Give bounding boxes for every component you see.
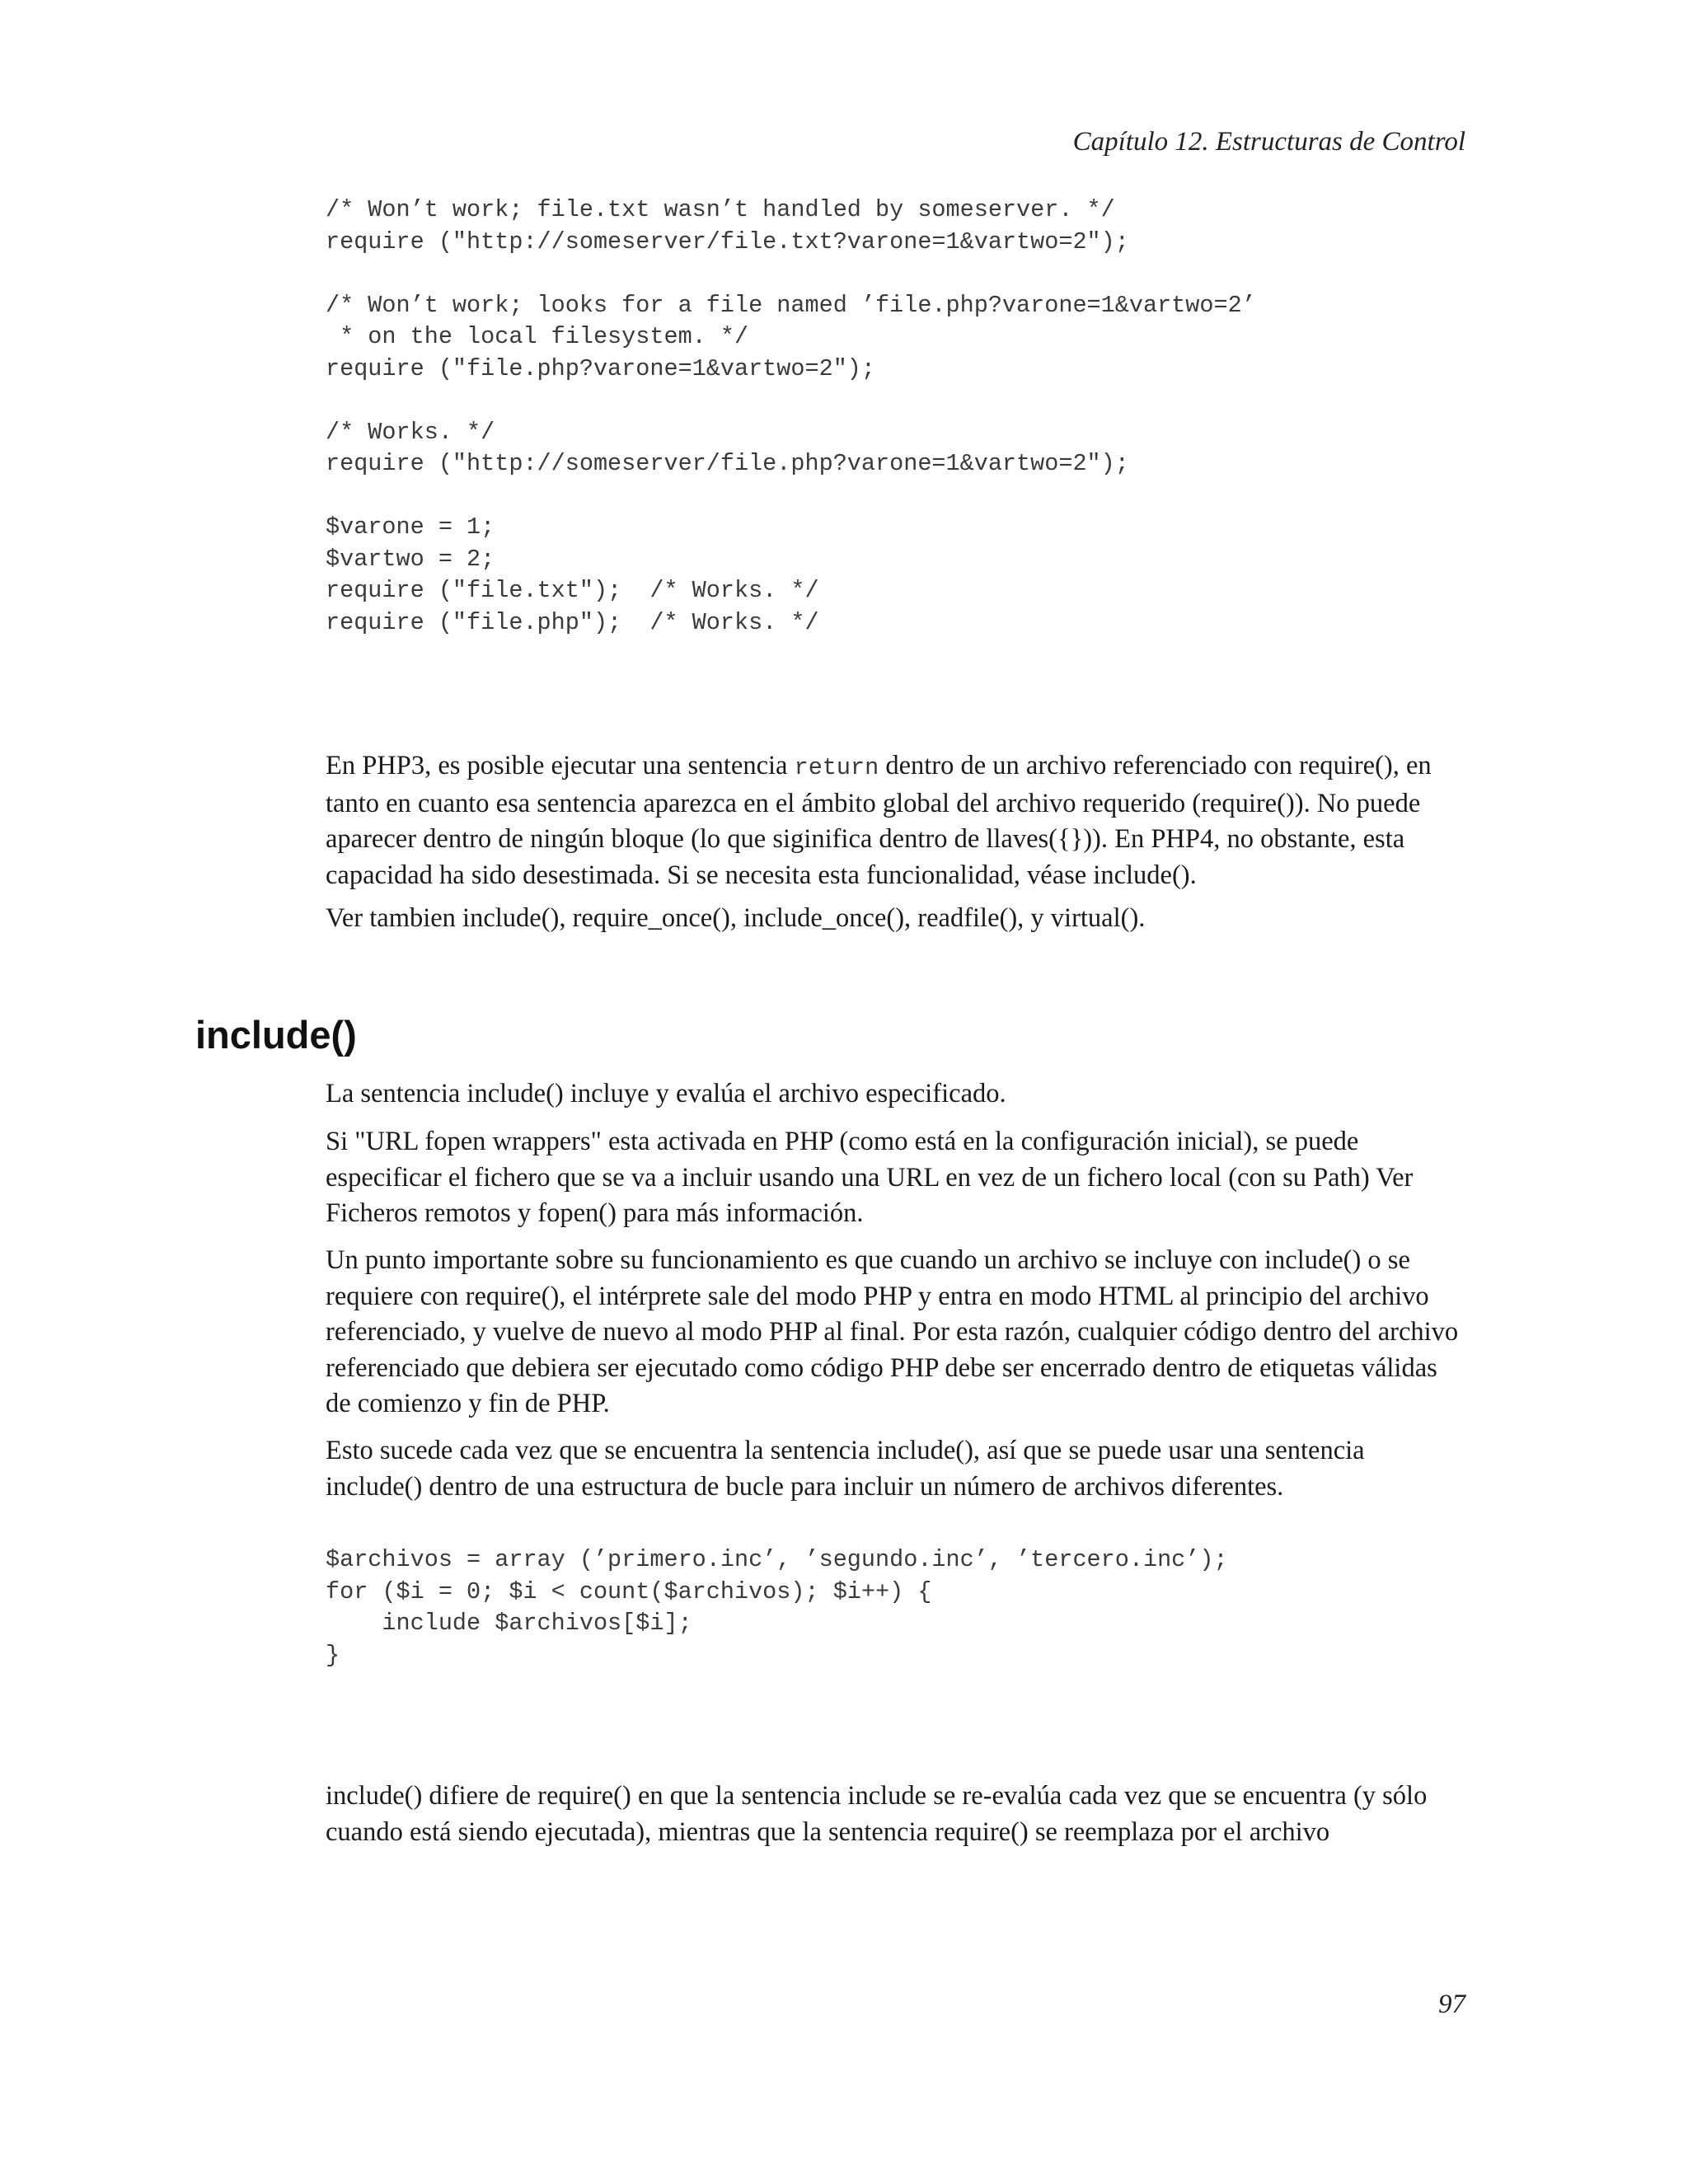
paragraph-line: capacidad ha sido desestimada. Si se necesita esta funcionalidad, véase include(). xyxy=(326,860,1197,890)
code-line: $varone = 1; xyxy=(326,513,495,541)
code-line: require ("http://someserver/file.php?varone=1&vartwo=2"); xyxy=(326,450,1129,477)
code-block-include-loop xyxy=(326,1544,1228,1671)
code-line xyxy=(326,480,1256,513)
paragraph-line: Un punto importante sobre su funcionamiento es que cuando un archivo se incluye con include() o se xyxy=(326,1245,1410,1275)
code-line: } xyxy=(326,1641,340,1669)
code-line: /* Works. */ xyxy=(326,418,495,446)
paragraph-line: include() difiere de require() en que la sentencia include se re-evalúa cada vez que se encuentra (y sólo xyxy=(326,1781,1428,1811)
code-line: /* Won’t work; file.txt wasn’t handled by someserver. */ xyxy=(326,196,1115,223)
paragraph-line: La sentencia include() incluye y evalúa el archivo especificado. xyxy=(326,1079,1006,1108)
code-line: include $archivos[$i]; xyxy=(326,1610,692,1637)
inline-code-return: return xyxy=(794,754,879,781)
code-line xyxy=(326,385,1256,417)
code-line: require ("http://someserver/file.txt?varone=1&vartwo=2"); xyxy=(326,227,1129,255)
paragraph-include-differs xyxy=(326,1779,1471,1850)
paragraph-line: tanto en cuanto esa sentencia aparezca en el ámbito global del archivo requerido (require()). No puede xyxy=(326,788,1421,818)
paragraph-url-fopen xyxy=(326,1124,1471,1232)
paragraph-line: referenciado que debiera ser ejecutado como código PHP debe ser encerrado dentro de etiquetas válidas xyxy=(326,1352,1437,1383)
paragraph-line: Si "URL fopen wrappers" esta activada en PHP (como está en la configuración inicial), se puede xyxy=(326,1127,1359,1156)
code-line: * on the local filesystem. */ xyxy=(326,323,749,350)
paragraph-include-intro xyxy=(326,1076,1471,1113)
code-line: $vartwo = 2; xyxy=(326,545,495,573)
code-line xyxy=(326,258,1256,290)
code-block-require-examples xyxy=(326,194,1256,639)
paragraph-line: Esto sucede cada vez que se encuentra la sentencia include(), así que se puede usar una sentencia xyxy=(326,1436,1365,1465)
page-number: 97 xyxy=(1438,1990,1465,2019)
paragraph-loop-include xyxy=(326,1433,1471,1505)
paragraph-line: referenciado, y vuelve de nuevo al modo PHP al final. Por esta razón, cualquier código dentro del archivo xyxy=(326,1317,1459,1347)
paragraph-line xyxy=(326,748,1471,786)
chapter-title: Capítulo 12. Estructuras de Control xyxy=(1072,127,1465,157)
paragraph-line: de comienzo y fin de PHP. xyxy=(326,1389,610,1418)
paragraph-line: especificar el fichero que se va a incluir usando una URL en vez de un fichero local (con su Path) Ver xyxy=(326,1162,1414,1193)
paragraph-see-also xyxy=(326,901,1471,937)
paragraph-line: aparecer dentro de ningún bloque (lo que siginifica dentro de llaves({})). En PHP4, no obstante, esta xyxy=(326,824,1405,854)
paragraph-php3-return xyxy=(326,748,1471,893)
code-line: /* Won’t work; looks for a file named ’file.php?varone=1&vartwo=2’ xyxy=(326,291,1256,319)
code-line: require ("file.txt"); /* Works. */ xyxy=(326,577,819,604)
paragraph-line: include() dentro de una estructura de bucle para incluir un número de archivos diferentes. xyxy=(326,1471,1284,1502)
section-heading-include: include() xyxy=(195,1013,357,1057)
text-run: dentro de un archivo referenciado con require(), en xyxy=(879,751,1432,780)
code-line: for ($i = 0; $i < count($archivos); $i++) { xyxy=(326,1577,932,1605)
code-line: require ("file.php"); /* Works. */ xyxy=(326,608,819,636)
text-run: En PHP3, es posible ejecutar una sentencia xyxy=(326,751,795,780)
code-line: require ("file.php?varone=1&vartwo=2"); xyxy=(326,354,876,382)
code-line: $archivos = array (’primero.inc’, ’segundo.inc’, ’tercero.inc’); xyxy=(326,1546,1228,1573)
running-header xyxy=(1073,124,1465,160)
paragraph-line: Ficheros remotos y fopen() para más información. xyxy=(326,1198,864,1228)
paragraph-important-point xyxy=(326,1243,1471,1422)
paragraph-line: Ver tambien include(), require_once(), include_once(), readfile(), y virtual(). xyxy=(326,903,1146,933)
paragraph-line: requiere con require(), el intérprete sale del modo PHP y entra en modo HTML al principio del archivo xyxy=(326,1281,1429,1311)
paragraph-line: cuando está siendo ejecutada), mientras que la sentencia require() se reemplaza por el archivo xyxy=(326,1816,1330,1847)
